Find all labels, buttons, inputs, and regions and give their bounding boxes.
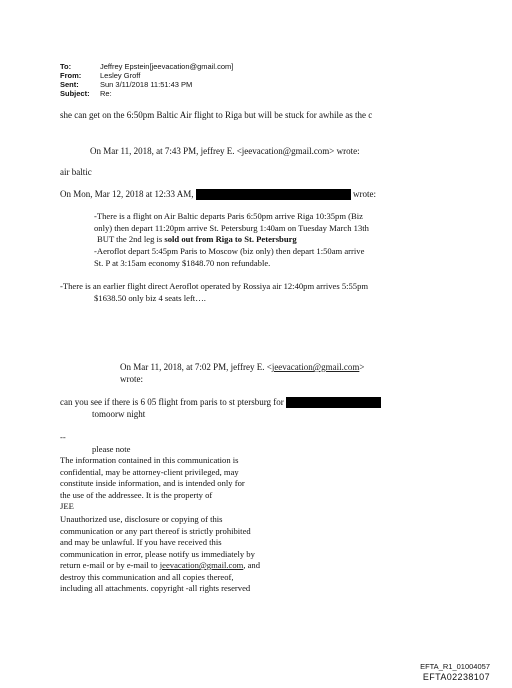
flight-option-1-line-1: -There is a flight on Air Baltic departs Paris 6:50pm arrive Riga 10:35pm (Biz (94, 211, 363, 221)
reply-air-baltic: air baltic (60, 167, 92, 177)
to-label: To: (60, 62, 72, 71)
disclaimer-line-3: constitute inside information, and is intended only for (60, 478, 245, 488)
disclaimer-line-2: confidential, may be attorney-client privileged, may (60, 466, 239, 477)
quote-header-2-prefix: On Mon, Mar 12, 2018 at 12:33 AM, (60, 189, 194, 199)
subject-value: Re: (100, 89, 112, 98)
redaction-block (196, 189, 351, 200)
disclaimer-line-7: communication or any part thereof is strictly prohibited (60, 525, 251, 536)
sent-label: Sent: (60, 80, 79, 89)
from-value: Lesley Groff (100, 71, 141, 80)
subject-label: Subject: (60, 89, 90, 98)
quote-header-2 (60, 188, 376, 200)
request-line (60, 396, 381, 408)
disclaimer-line-9: communication in error, please notify us immediately by (60, 548, 255, 559)
quote-header-3 (120, 361, 364, 373)
disclaimer-line-10-end: , and (243, 560, 261, 570)
signature-note: please note (92, 444, 131, 454)
to-value: Jeffrey Epstein[jeevacation@gmail.com] (100, 62, 234, 71)
redaction-block (286, 397, 381, 408)
quote-header-3-close: > (359, 362, 365, 372)
footer-id-2: EFTA02238107 (422, 672, 490, 682)
quote-header-3-wrote: wrote: (120, 374, 143, 384)
email-link[interactable]: jeevacation@gmail.com (159, 560, 244, 570)
flight-option-3-line-1: -There is an earlier flight direct Aeroflot operated by Rossiya air 12:40pm arrives 5:55pm (60, 281, 369, 291)
disclaimer-line-5: JEE (60, 501, 74, 511)
quote-header-3-text: On Mar 11, 2018, at 7:02 PM, jeffrey E. < (120, 362, 272, 372)
sold-out-note: sold out from Riga to St. Petersburg (164, 234, 297, 244)
quote-header-2-suffix: wrote: (353, 189, 376, 199)
disclaimer-line-1: The information contained in this communication is (60, 455, 239, 465)
disclaimer-line-11: destroy this communication and all copies thereof, (60, 571, 234, 582)
flight-option-2-line-1: -Aeroflot depart 5:45pm Paris to Moscow (biz only) then depart 1:50am arrive (94, 246, 365, 256)
request-text: can you see if there is 6 05 flight from paris to st ptersburg for (60, 397, 284, 407)
quote-header-1: On Mar 11, 2018, at 7:43 PM, jeffrey E. <jeevacation@gmail.com> wrote: (90, 146, 360, 156)
signature-separator: -- (60, 432, 66, 442)
flight-option-2-line-2: St. P at 3:15am economy $1848.70 non refundable. (94, 257, 271, 268)
disclaimer-line-8: and may be unlawful. If you have received this (60, 537, 222, 547)
disclaimer-line-12: including all attachments. copyright -all rights reserved (60, 583, 251, 593)
flight-option-1-line-3 (97, 234, 297, 246)
sent-value: Sun 3/11/2018 11:51:43 PM (100, 80, 193, 89)
disclaimer-line-6: Unauthorized use, disclosure or copying of this (60, 514, 223, 524)
flight-option-3-line-2: $1638.50 only biz 4 seats left…. (94, 292, 206, 303)
disclaimer-line-4: the use of the addressee. It is the property of (60, 489, 213, 500)
from-label: From: (60, 71, 82, 80)
disclaimer-line-10-text: return e-mail or by e-mail to (60, 560, 160, 570)
flight-option-1-line-2: only) then depart 11:20pm arrive St. Petersburg 1:40am on Tuesday March 13th (94, 222, 369, 233)
body-line-1: she can get on the 6:50pm Baltic Air flight to Riga but will be stuck for awhile as the c (60, 110, 373, 120)
email-link[interactable]: jeevacation@gmail.com (271, 362, 360, 372)
flight-option-1-note: BUT the 2nd leg is (97, 234, 165, 244)
request-line-2: tomoorw night (92, 409, 146, 419)
disclaimer-line-10 (60, 560, 260, 572)
footer-id-1: EFTA_R1_01004057 (420, 662, 490, 671)
